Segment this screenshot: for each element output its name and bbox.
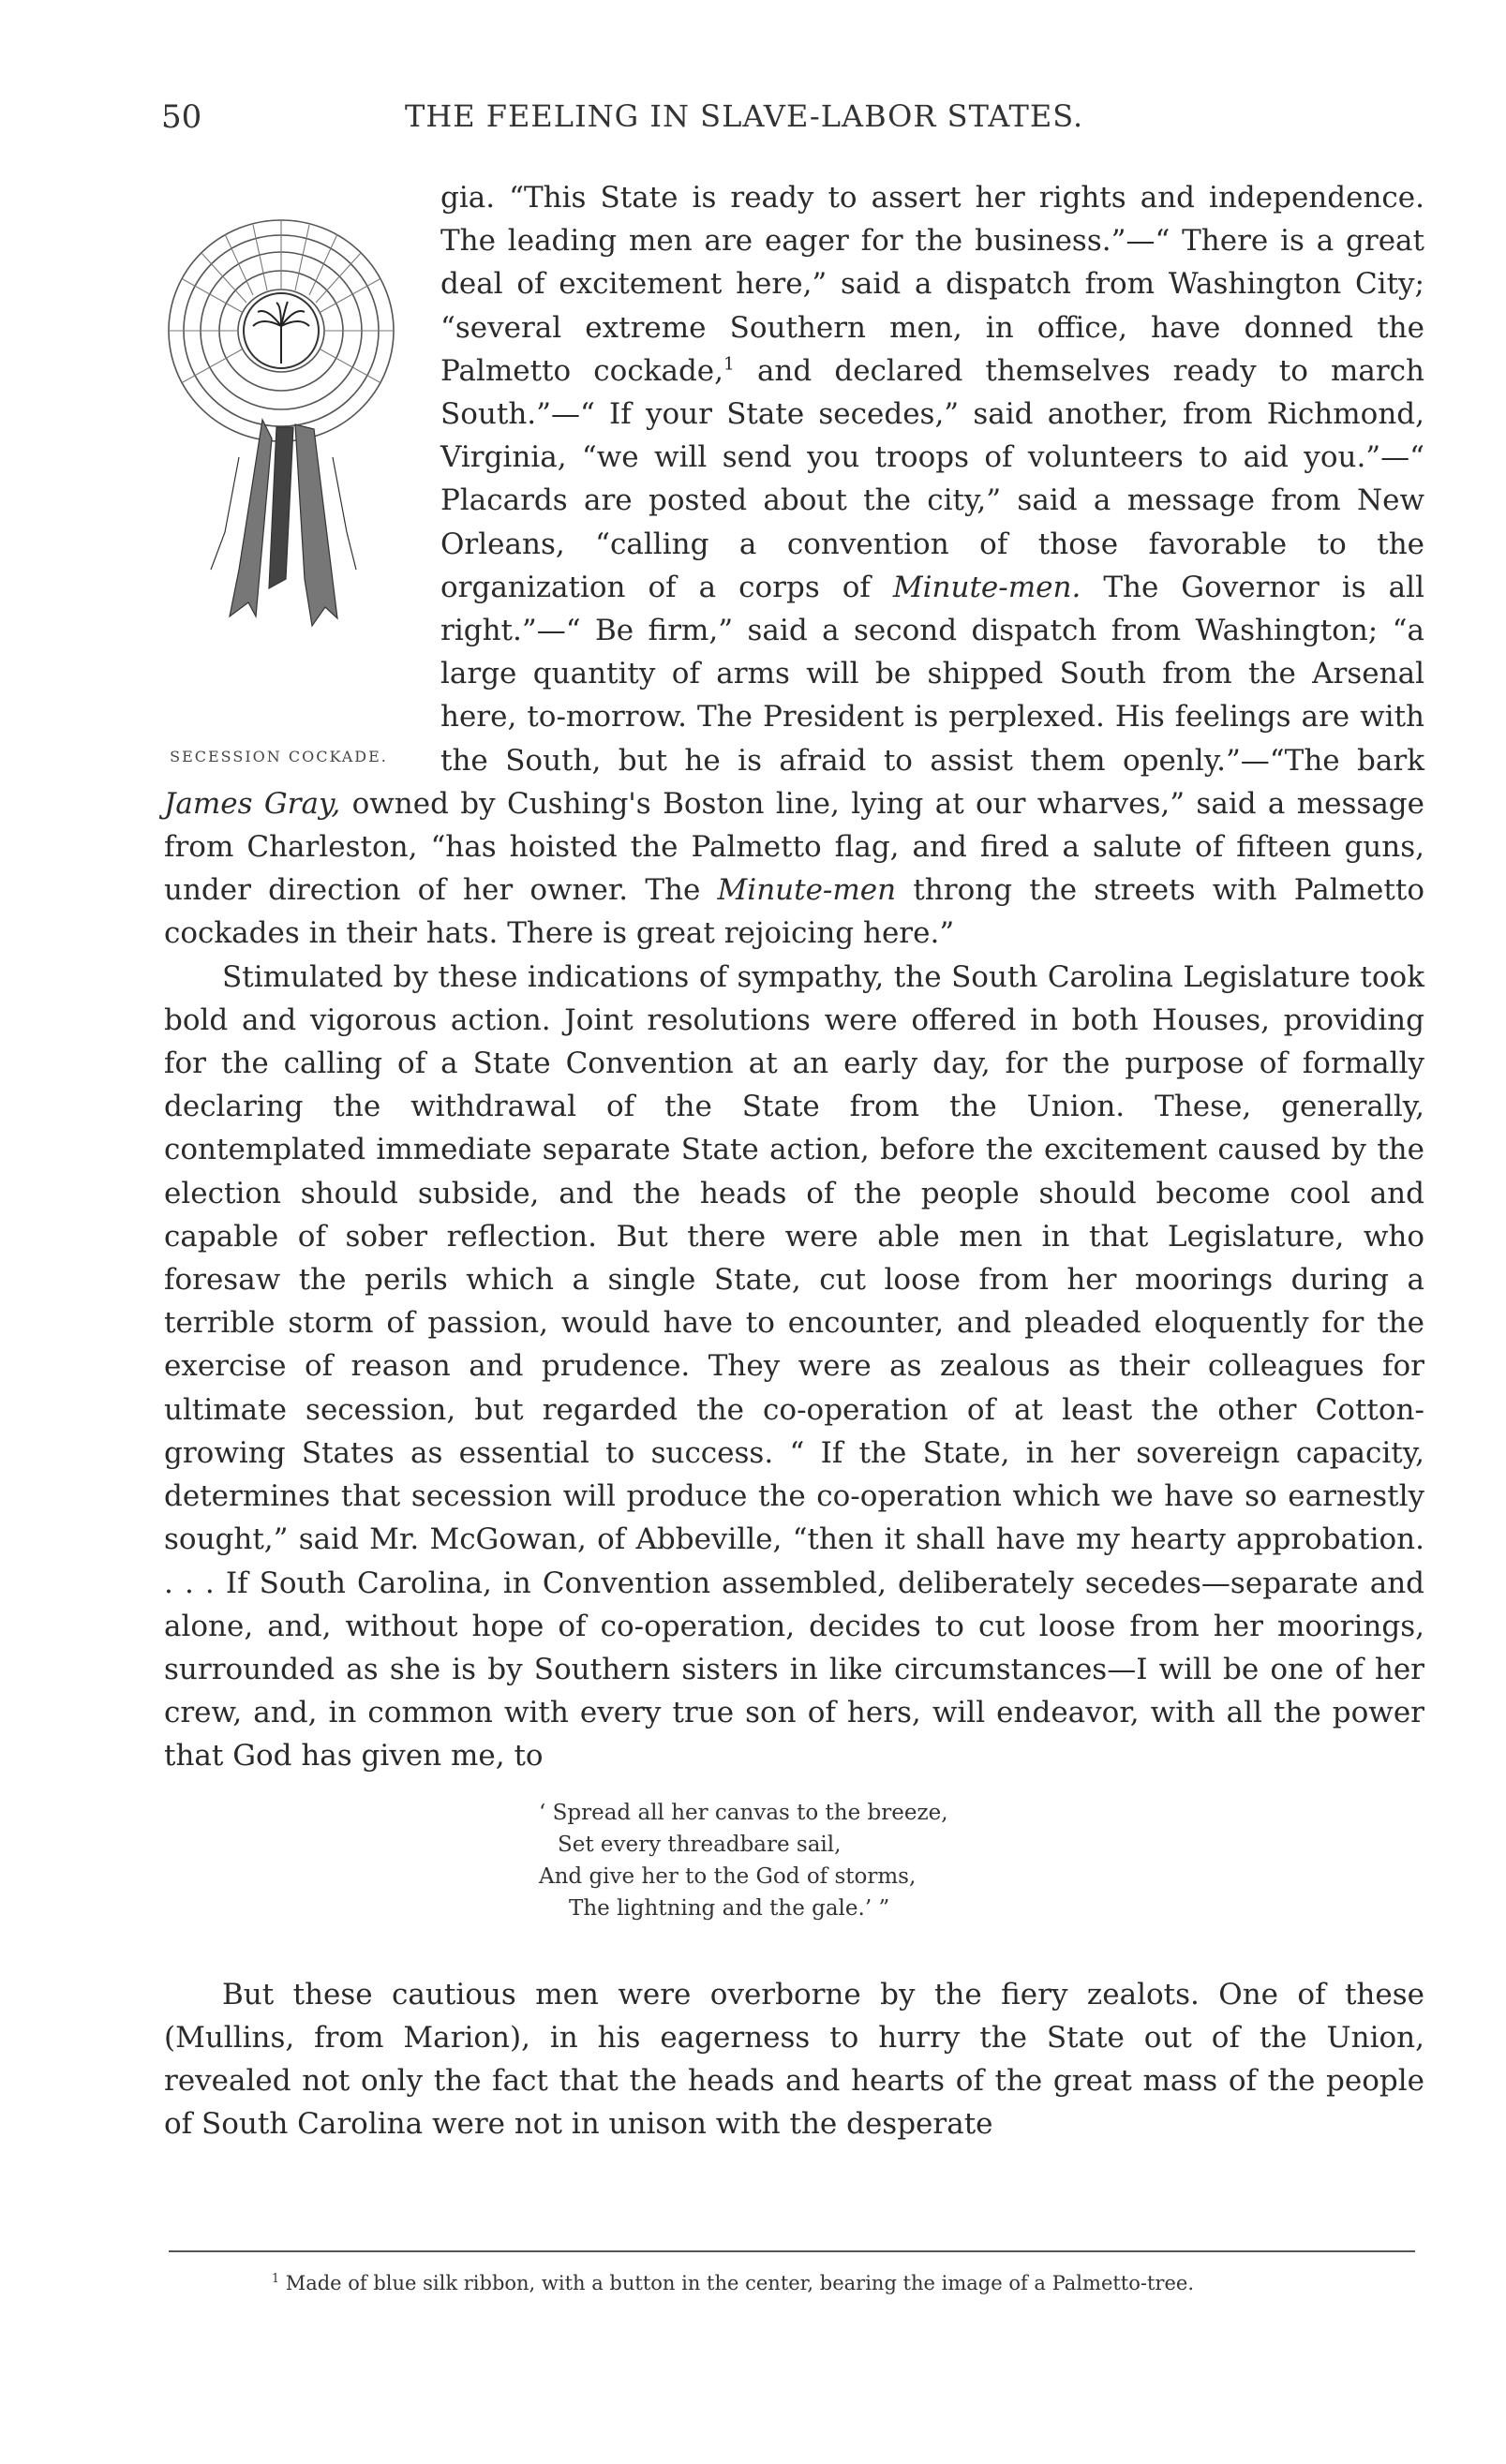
page-number: 50: [161, 98, 202, 136]
footnote-text: Made of blue silk ribbon, with a button in the center, bearing the image of a Palmetto-tree.: [279, 2272, 1194, 2294]
poem-line: The lightning and the gale.’ ”: [569, 1895, 890, 1921]
poem-line: ‘ Spread all her canvas to the breeze,: [539, 1800, 948, 1825]
paragraph-2: Stimulated by these indications of sympathy, the South Carolina Legislature took bold and vigorous action. Joint resolutions were offered in both Houses, providing for the calling of a State Convention at an early day, for the purpose of formally declaring the withdrawal of the State from the Union. These, generally, contemplated immediate separate State action, before the excitement caused by the election should subside, and the heads of the people should become cool and capable of sober reflection. But there were able men in that Legislature, who foresaw the perils which a single State, cut loose from her moorings during a terrible storm of passion, would have to encounter, and pleaded eloquently for the exercise of reason and prudence. They were as zealous as their colleagues for ultimate secession, but regarded the co-operation of at least the other Cotton-growing States as essential to success. “ If the State, in her sovereign capacity, determines that secession will produce the co-operation which we have so earnestly sought,” said Mr. McGowan, of Abbeville, “then it shall have my hearty approbation. . . . If South Carolina, in Convention assembled, deliberately secedes—separate and alone, and, without hope of co-operation, decides to cut loose from her moorings, surrounded as she is by Southern sisters in like circumstances—I will be one of her crew, and, in common with every true son of hers, will endeavor, with all the power that God has given me, to: [164, 959, 1424, 1774]
paragraph-1-part: throng the streets with Palmetto cockades in their hats. There is great rejoicing here.”: [164, 873, 1424, 951]
paragraph-1-part: gia. “This State is ready to assert her rights and independence. The leading men are eager for the business.”—“ There is a great deal of excitement here,” said a dispatch from Washington City; “several extreme Southern men, in office, have donned the Palmetto cockade,: [440, 181, 1424, 388]
paragraph-3: But these cautious men were overborne by the fiery zealots. One of these (Mullins, from Marion), in his eagerness to hurry the State out of the Union, revealed not only the fact that the heads and hearts of the great mass of the people of South Carolina were not in unison with the desperate: [164, 1977, 1424, 2142]
footnote-ref: 1: [723, 354, 735, 375]
poem-line: And give her to the God of storms,: [539, 1863, 917, 1889]
cockade-icon: [145, 176, 412, 738]
footnote-mark: 1: [272, 2271, 280, 2285]
running-title: THE FEELING IN SLAVE-LABOR STATES.: [405, 98, 1084, 134]
page-header: [161, 89, 1417, 145]
footnote-divider: [169, 2250, 1415, 2252]
secession-cockade-figure: [145, 176, 412, 776]
poem-line: Set every threadbare sail,: [558, 1832, 842, 1857]
poem-quote: [539, 1797, 1424, 1924]
paragraph-1-part: The Governor is all right.”—“ Be firm,” said a second dispatch from Washington; “a large quantity of arms will be shipped South from the Arsenal here, to-morrow. The President is perplexed. His feelings are with the South, but he is afraid to assist them openly.”—“The bark: [440, 570, 1424, 778]
paragraph-1-part: owned by Cushing's Boston line, lying at our wharves,” said a message from Charleston, “has hoisted the Palmetto flag, and fired a salute of fifteen guns, under direction of her owner. The: [164, 786, 1424, 908]
figure-caption: SECESSION COCKADE.: [170, 748, 388, 765]
footnote: [272, 2272, 1424, 2294]
body-text: [164, 176, 1424, 2145]
paragraph-1-part: and declared themselves ready to march South.”—“ If your State secedes,” said another, from Richmond, Virginia, “we will send you troops of volunteers to aid you.”—“ Placards are posted about the city,” said a message from New Orleans, “calling a convention of those favorable to the organization of a corps of: [440, 353, 1425, 604]
italic-term: Minute-men.: [892, 570, 1081, 604]
ship-name: James Gray,: [164, 786, 341, 821]
italic-term: Minute-men: [717, 873, 897, 908]
